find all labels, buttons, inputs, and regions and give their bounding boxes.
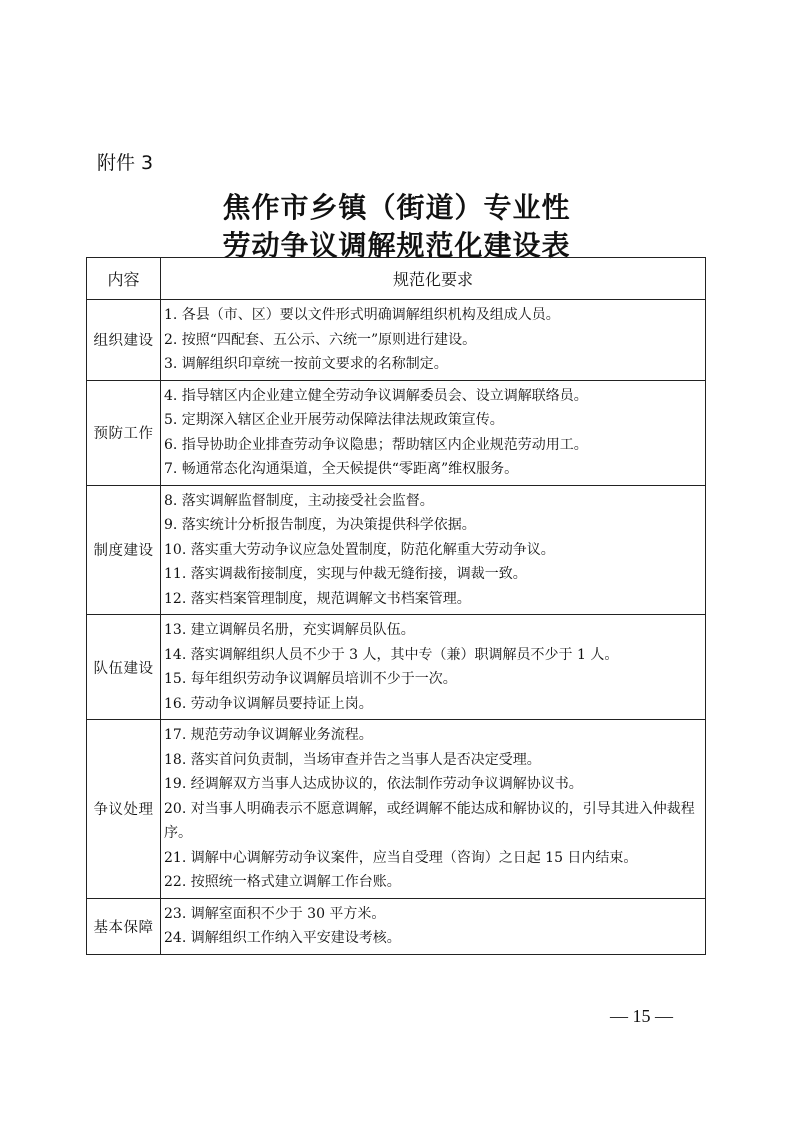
table-row [87, 485, 706, 615]
requirement-item: 11. 落实调裁衔接制度，实现与仲裁无缝衔接，调裁一致。 [164, 566, 527, 582]
document-title-line-2: 劳动争议调解规范化建设表 [222, 229, 571, 262]
header-requirements: 规范化要求 [161, 258, 706, 300]
table-row [87, 898, 706, 954]
requirement-item: 13. 建立调解员名册，充实调解员队伍。 [164, 622, 415, 638]
requirement-item: 17. 规范劳动争议调解业务流程。 [164, 727, 373, 743]
requirement-item: 4. 指导辖区内企业建立健全劳动争议调解委员会、设立调解联络员。 [164, 387, 588, 404]
requirement-item: 12. 落实档案管理制度，规范调解文书档案管理。 [164, 590, 471, 607]
requirement-item: 22. 按照统一格式建立调解工作台账。 [164, 874, 401, 890]
category-cell: 队伍建设 [87, 615, 161, 720]
requirement-item: 19. 经调解双方当事人达成协议的，依法制作劳动争议调解协议书。 [164, 776, 583, 792]
requirement-item: 18. 落实首问负责制，当场审查并告之当事人是否决定受理。 [164, 751, 541, 768]
requirement-item: 1. 各县（市、区）要以文件形式明确调解组织机构及组成人员。 [164, 307, 560, 323]
requirements-cell [161, 615, 706, 720]
requirement-item: 8. 落实调解监督制度，主动接受社会监督。 [164, 492, 434, 509]
requirement-item: 14. 落实调解组织人员不少于 3 人，其中专（兼）职调解员不少于 1 人。 [164, 646, 619, 663]
table-row [87, 380, 706, 485]
requirement-item: 16. 劳动争议调解员要持证上岗。 [164, 695, 373, 712]
table-row [87, 720, 706, 899]
category-cell: 组织建设 [87, 300, 161, 381]
requirement-item: 9. 落实统计分析报告制度，为决策提供科学依据。 [164, 517, 476, 533]
page-number: — 15 — [610, 1006, 673, 1026]
requirements-cell [161, 720, 706, 899]
category-cell: 争议处理 [87, 720, 161, 899]
requirement-item: 5. 定期深入辖区企业开展劳动保障法律法规政策宣传。 [164, 412, 504, 428]
header-content: 内容 [87, 258, 161, 300]
requirement-item: 2. 按照“四配套、五公示、六统一”原则进行建设。 [164, 331, 477, 348]
attachment-label: 附件 3 [97, 152, 154, 174]
requirements-cell [161, 485, 706, 615]
requirement-item: 24. 调解组织工作纳入平安建设考核。 [164, 930, 401, 946]
requirements-cell [161, 898, 706, 954]
requirement-item: 15. 每年组织劳动争议调解员培训不少于一次。 [164, 671, 457, 687]
table-row [87, 300, 706, 381]
requirement-item: 7. 畅通常态化沟通渠道，全天候提供“零距离”维权服务。 [164, 461, 519, 477]
requirement-item: 21. 调解中心调解劳动争议案件，应当自受理（咨询）之日起 15 日内结束。 [164, 849, 638, 866]
document-title-line-1: 焦作市乡镇（街道）专业性 [222, 191, 571, 224]
requirement-item: 6. 指导协助企业排查劳动争议隐患；帮助辖区内企业规范劳动用工。 [164, 436, 588, 453]
requirement-item: 23. 调解室面积不少于 30 平方米。 [164, 905, 386, 922]
category-cell: 预防工作 [87, 380, 161, 485]
standards-table [86, 257, 706, 955]
category-cell: 基本保障 [87, 898, 161, 954]
requirement-item: 3. 调解组织印章统一按前文要求的名称制定。 [164, 356, 448, 372]
category-cell: 制度建设 [87, 485, 161, 615]
requirement-item: 20. 对当事人明确表示不愿意调解，或经调解不能达成和解协议的，引导其进入仲裁程序。 [164, 800, 695, 841]
requirement-item: 10. 落实重大劳动争议应急处置制度，防范化解重大劳动争议。 [164, 541, 555, 558]
requirements-cell [161, 300, 706, 381]
requirements-cell [161, 380, 706, 485]
table-header-row [87, 258, 706, 300]
table-row [87, 615, 706, 720]
